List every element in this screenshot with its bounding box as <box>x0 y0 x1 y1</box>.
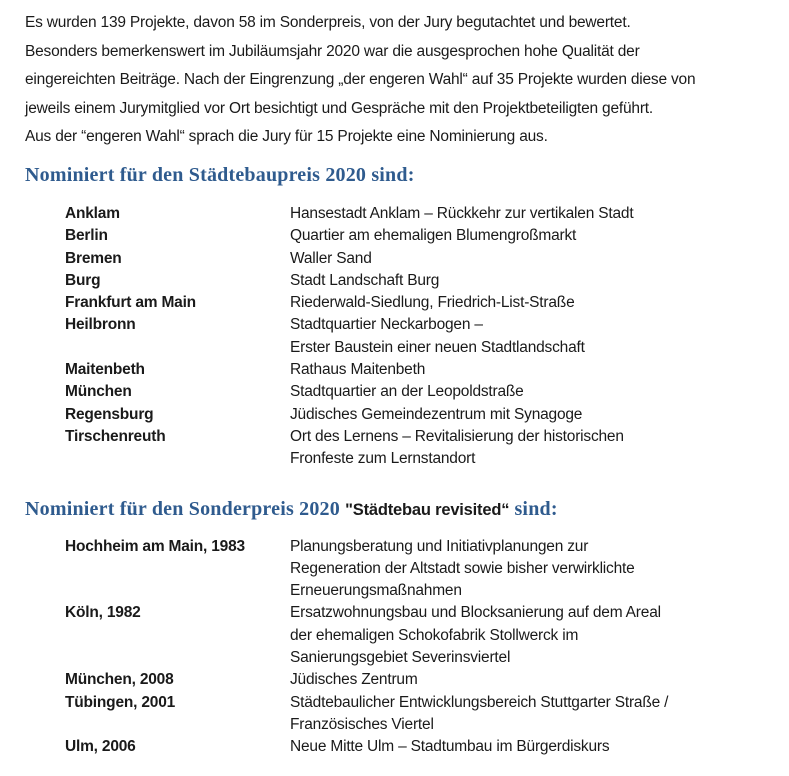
nominee-row <box>65 404 769 426</box>
sonderpreis-nominee-list <box>65 536 769 759</box>
nominee-city: Tübingen, 2001 <box>65 693 176 711</box>
nominee-project-line: Stadt Landschaft Burg <box>290 271 440 289</box>
nominee-row <box>65 602 769 669</box>
nominee-project-line: Riederwald-Siedlung, Friedrich-List-Straße <box>290 294 575 312</box>
nominee-project <box>290 669 769 691</box>
nominee-project-line: Fronfeste zum Lernstandort <box>290 450 476 468</box>
nominee-project-line: Planungsberatung und Initiativplanungen zur <box>290 537 589 555</box>
nominee-row <box>65 736 769 758</box>
nominee-row <box>65 314 769 359</box>
nominee-project-line: Erneuerungsmaßnahmen <box>290 582 462 600</box>
nominee-project <box>290 426 769 471</box>
heading-prefix: Nominiert für den Sonderpreis 2020 <box>25 497 346 520</box>
nominee-row <box>65 225 769 247</box>
intro-line: Aus der “engeren Wahl“ sprach die Jury für 15 Projekte eine Nominierung aus. <box>25 128 548 146</box>
nominee-city: Berlin <box>65 227 108 245</box>
nominee-project-line: Französisches Viertel <box>290 715 434 733</box>
nominee-project <box>290 536 769 603</box>
nominee-row <box>65 381 769 403</box>
nominee-row <box>65 426 769 471</box>
nominee-city: Bremen <box>65 249 122 267</box>
nominee-city: Ulm, 2006 <box>65 738 136 756</box>
staedtebaupreis-nominee-list <box>65 203 769 471</box>
nominee-row <box>65 359 769 381</box>
nominee-city: Burg <box>65 271 101 289</box>
nominee-project-line: Jüdisches Gemeindezentrum mit Synagoge <box>290 405 583 423</box>
heading-quote: "Städtebau revisited“ <box>345 500 510 519</box>
nominee-project <box>290 203 769 225</box>
nominee-project <box>290 314 769 359</box>
nominee-project <box>290 404 769 426</box>
nominee-project-line: Ort des Lernens – Revitalisierung der historischen <box>290 427 624 445</box>
nominee-city: Tirschenreuth <box>65 427 166 445</box>
nominee-city: Maitenbeth <box>65 361 145 379</box>
nominee-project <box>290 359 769 381</box>
nominee-project-line: Stadtquartier an der Leopoldstraße <box>290 383 524 401</box>
intro-line: jeweils einem Jurymitglied vor Ort besichtigt und Gespräche mit den Projektbeteiligten geführt. <box>25 99 654 117</box>
nominee-city: München <box>65 383 132 401</box>
intro-line: eingereichten Beiträge. Nach der Eingrenzung „der engeren Wahl“ auf 35 Projekte wurden diese von <box>25 71 696 89</box>
section-heading-staedtebaupreis: Nominiert für den Städtebaupreis 2020 sind: <box>25 163 415 186</box>
nominee-project-line: Ersatzwohnungsbau und Blocksanierung auf dem Areal <box>290 604 661 622</box>
nominee-project <box>290 292 769 314</box>
section-heading-sonderpreis <box>25 496 769 523</box>
nominee-project <box>290 248 769 270</box>
nominee-row <box>65 692 769 737</box>
nominee-project-line: Regeneration der Altstadt sowie bisher verwirklichte <box>290 559 635 577</box>
nominee-project <box>290 602 769 669</box>
nominee-project <box>290 736 769 758</box>
nominee-project-line: der ehemaligen Schokofabrik Stollwerck im <box>290 626 579 644</box>
nominee-row <box>65 669 769 691</box>
nominee-project-line: Hansestadt Anklam – Rückkehr zur vertikalen Stadt <box>290 204 634 222</box>
nominee-city: Heilbronn <box>65 316 136 334</box>
nominee-city: Regensburg <box>65 405 154 423</box>
intro-paragraph <box>25 9 769 152</box>
nominee-project-line: Rathaus Maitenbeth <box>290 361 426 379</box>
nominee-city: Anklam <box>65 204 120 222</box>
nominee-city: Hochheim am Main, 1983 <box>65 537 245 555</box>
nominee-project <box>290 225 769 247</box>
intro-line: Es wurden 139 Projekte, davon 58 im Sonderpreis, von der Jury begutachtet und bewertet. <box>25 14 631 31</box>
nominee-project <box>290 692 769 737</box>
nominee-row <box>65 248 769 270</box>
heading-suffix: sind: <box>509 497 558 520</box>
nominee-project-line: Stadtquartier Neckarbogen – <box>290 316 483 334</box>
nominee-project <box>290 270 769 292</box>
nominee-project-line: Städtebaulicher Entwicklungsbereich Stuttgarter Straße / <box>290 693 669 711</box>
nominee-project-line: Quartier am ehemaligen Blumengroßmarkt <box>290 227 577 245</box>
nominee-city: München, 2008 <box>65 671 174 689</box>
nominee-project-line: Neue Mitte Ulm – Stadtumbau im Bürgerdiskurs <box>290 738 610 756</box>
nominee-row <box>65 292 769 314</box>
nominee-row <box>65 536 769 603</box>
nominee-city: Frankfurt am Main <box>65 294 196 312</box>
nominee-project <box>290 381 769 403</box>
nominee-city: Köln, 1982 <box>65 604 141 622</box>
nominee-project-line: Jüdisches Zentrum <box>290 671 418 689</box>
nominee-row <box>65 270 769 292</box>
intro-line: Besonders bemerkenswert im Jubiläumsjahr 2020 war die ausgesprochen hohe Qualität der <box>25 42 640 60</box>
nominee-project-line: Waller Sand <box>290 249 372 267</box>
nominee-row <box>65 203 769 225</box>
nominee-project-line: Sanierungsgebiet Severinsviertel <box>290 649 511 667</box>
nominee-project-line: Erster Baustein einer neuen Stadtlandschaft <box>290 338 585 356</box>
